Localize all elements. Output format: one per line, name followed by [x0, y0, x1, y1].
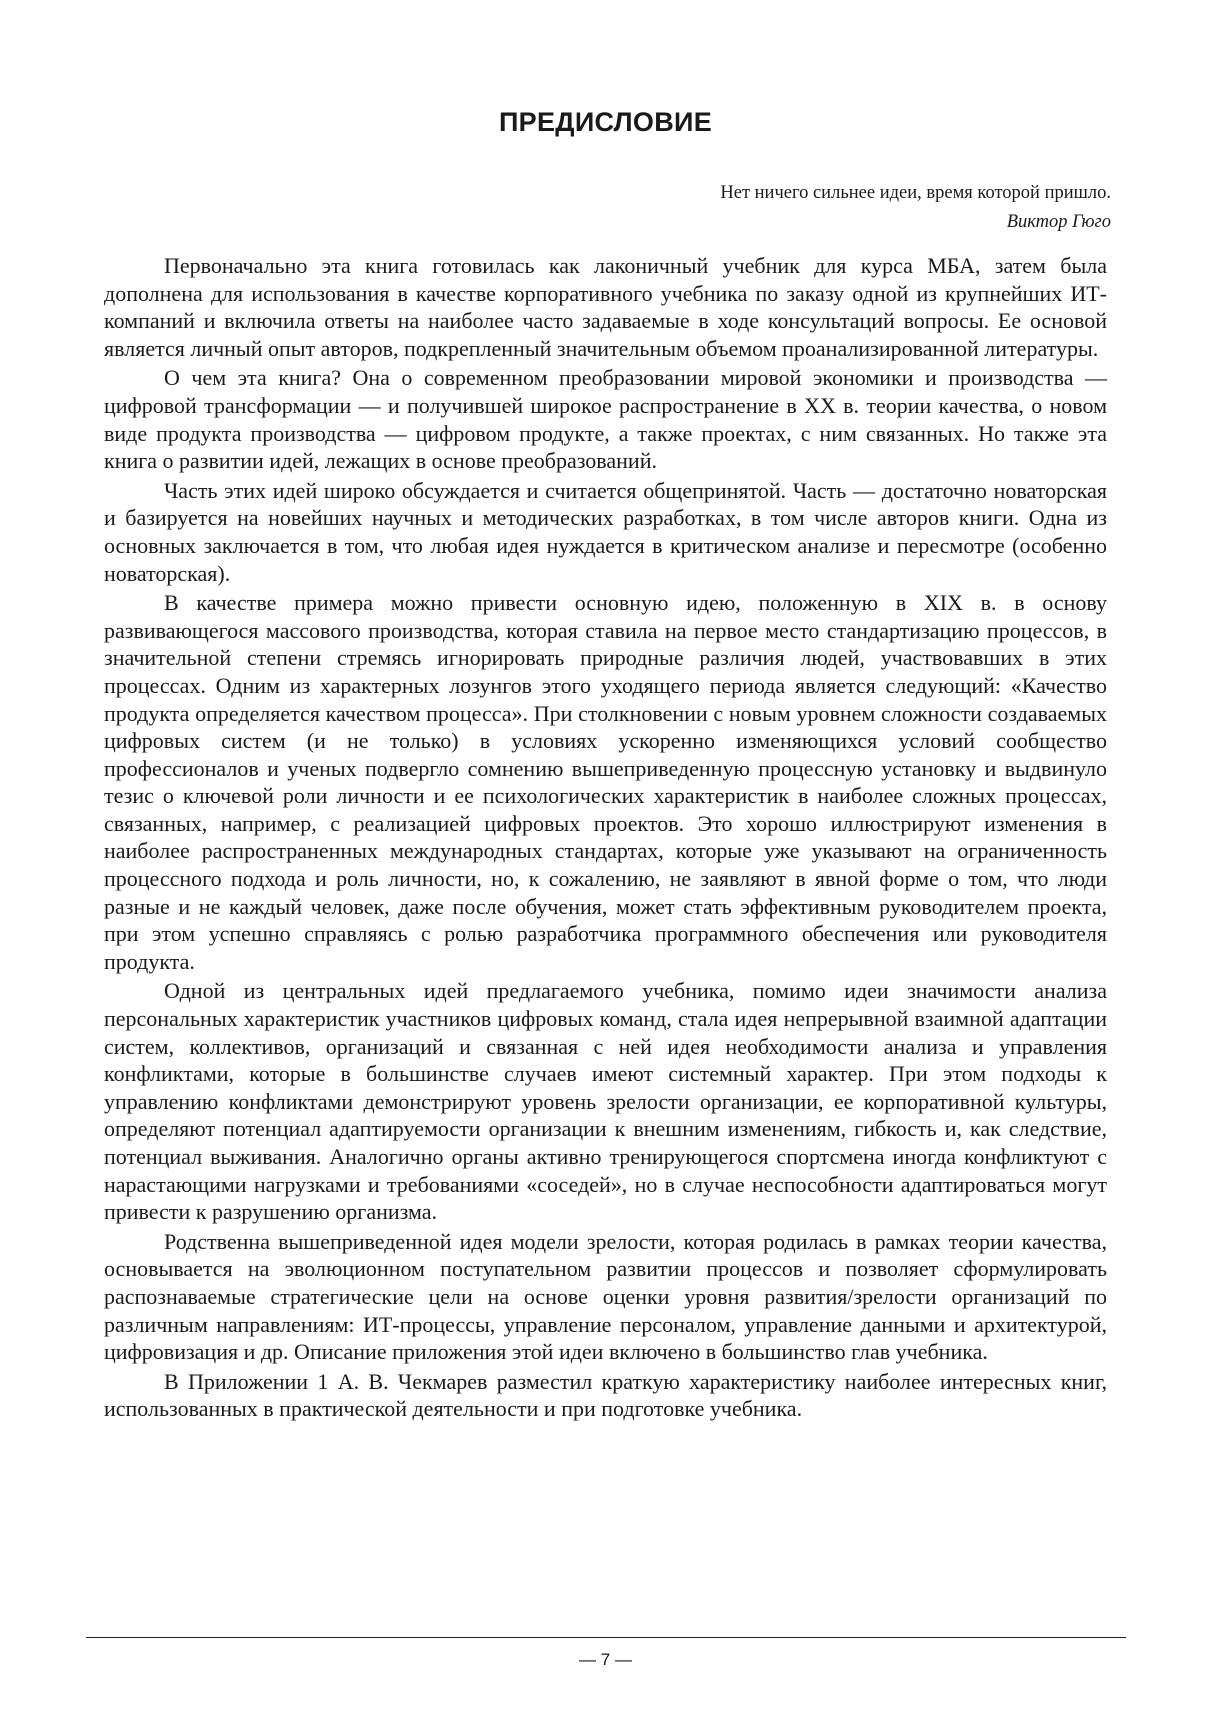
epigraph-quote: Нет ничего сильнее идеи, время которой пришло. [720, 183, 1111, 203]
paragraph: В качестве примера можно привести основную идею, положенную в XIX в. в основу развивающегося массового производства, которая ставила на первое место стандартизацию процессов, в значительной степени стремясь игнорировать природные различия людей, участвовавших в этих процессах. Одним из характерных лозунгов этого уходящего периода является следующий: «Качество продукта определяется качеством процесса». При столкновении с новым уровнем сложности создаваемых цифровых систем (и не только) в условиях ускоренно изменяющихся условий сообщество профессионалов и ученых подвергло сомнению вышеприведенную процессную установку и выдвинуло тезис о ключевой роли личности и ее психологических характеристик в наиболее сложных процессах, связанных, например, с реализацией цифровых проектов. Это хорошо иллюстрируют изменения в наиболее распространенных международных стандартах, которые уже указывают на ограниченность процессного подхода и роль личности, но, к сожалению, не заявляют в явной форме о том, что люди разные и не каждый человек, даже после обучения, может стать эффективным руководителем проекта, при этом успешно справляясь с ролью разработчика программного обеспечения или руководителя продукта. [104, 590, 1107, 974]
body-text [104, 252, 1107, 1425]
page-number: — 7 — [579, 1650, 632, 1669]
paragraph: Родственна вышеприведенной идея модели зрелости, которая родилась в рамках теории качества, основывается на эволюционном поступательном развитии процессов и позволяет сформулировать распознаваемые стратегические цели на основе оценки уровня развития/зрелости организаций по различным направлениям: ИТ-процессы, управление персоналом, управление данными и архитектурой, цифровизация и др. Описание приложения этой идеи включено в большинство глав учебника. [104, 1228, 1107, 1365]
footer-divider [86, 1637, 1126, 1638]
paragraph: Часть этих идей широко обсуждается и считается общепринятой. Часть — достаточно новаторская и базируется на новейших научных и методических разработках, в том числе авторов книги. Одна из основных заключается в том, что любая идея нуждается в критическом анализе и пересмотре (особенно новаторская). [104, 477, 1107, 586]
epigraph [720, 179, 1111, 237]
epigraph-author: Виктор Гюго [1006, 212, 1111, 232]
paragraph: В Приложении 1 А. В. Чекмарев разместил краткую характеристику наиболее интересных книг, использованных в практической деятельности и при подготовке учебника. [104, 1368, 1107, 1422]
page-title: ПРЕДИСЛОВИЕ [498, 107, 713, 137]
paragraph: Первоначально эта книга готовилась как лаконичный учебник для курса МБА, затем была дополнена для использования в качестве корпоративного учебника по заказу одной из крупнейших ИТ-компаний и включила ответы на наиболее часто задаваемые в ходе консультаций вопросы. Ее основой является личный опыт авторов, подкрепленный значительным объемом проанализированной литературы. [104, 253, 1107, 361]
paragraph: Одной из центральных идей предлагаемого учебника, помимо идеи значимости анализа персональных характеристик участников цифровых команд, стала идея непрерывной взаимной адаптации систем, коллективов, организаций и связанная с ней идея необходимости анализа и управления конфликтами, которые в большинстве случаев имеют системный характер. При этом подходы к управлению конфликтами демонстрируют уровень зрелости организации, ее корпоративной культуры, определяют потенциал адаптируемости организации к внешним изменениям, гибкость и, как следствие, потенциал выживания. Аналогично органы активно тренирующегося спортсмена иногда конфликтуют с нарастающими нагрузками и требованиями «соседей», но в случае неспособности адаптироваться могут привести к разрушению организма. [104, 978, 1107, 1225]
paragraph: О чем эта книга? Она о современном преобразовании мировой экономики и производства — цифровой трансформации — и получившей широкое распространение в XX в. теории качества, о новом виде продукта производства — цифровом продукте, а также проектах, с ним связанных. Но также эта книга о развитии идей, лежащих в основе преобразований. [104, 365, 1107, 474]
